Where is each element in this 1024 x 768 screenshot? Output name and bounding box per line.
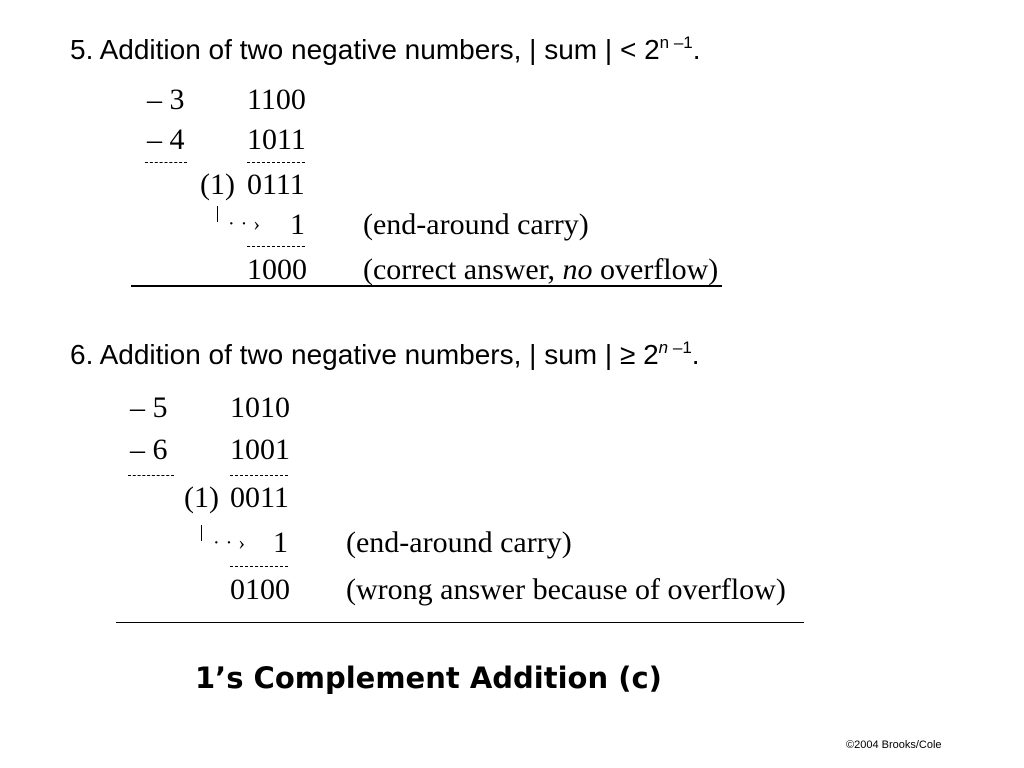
s6-result-rule bbox=[230, 566, 288, 567]
section5-heading-exponent: n –1 bbox=[659, 33, 693, 52]
s5-result-note-end: overflow) bbox=[592, 253, 719, 286]
s6-result-note: (wrong answer because of overflow) bbox=[346, 573, 786, 606]
s6-carry-arrow-tick bbox=[201, 525, 202, 541]
s5-carry-arrow-tick bbox=[217, 206, 218, 222]
s6-operand-b-binary: 1001 bbox=[230, 433, 290, 466]
s6-sum-rule-left bbox=[128, 475, 174, 476]
s6-carry-one: 1 bbox=[273, 526, 288, 559]
section6-heading-period: . bbox=[691, 339, 700, 370]
section5-heading-period: . bbox=[692, 34, 701, 65]
s5-operand-b-binary: 1011 bbox=[247, 123, 306, 156]
s5-result-note-start: (correct answer, bbox=[363, 253, 563, 286]
s6-sum-rule-right bbox=[230, 475, 288, 476]
s5-operand-a-binary: 1100 bbox=[247, 83, 306, 116]
s6-bottom-rule bbox=[116, 622, 804, 623]
s5-carry-arrow-dots: ··› bbox=[228, 213, 266, 235]
s6-operand-a-binary: 1010 bbox=[230, 391, 290, 424]
section6-heading bbox=[70, 338, 700, 370]
s6-operand-a-decimal: – 5 bbox=[130, 391, 168, 424]
s5-operand-b-decimal: – 4 bbox=[147, 123, 185, 156]
section6-heading-exponent-rest: –1 bbox=[668, 338, 692, 357]
s5-partial-sum: 0111 bbox=[247, 168, 305, 201]
s5-result-note bbox=[363, 255, 718, 285]
s6-partial-sum: 0011 bbox=[230, 481, 289, 514]
copyright-notice: ©2004 Brooks/Cole bbox=[846, 739, 942, 751]
s5-result-note-emphasis: no bbox=[562, 253, 593, 286]
s5-bottom-rule bbox=[131, 285, 722, 287]
s6-carry-out: (1) bbox=[184, 481, 219, 514]
s5-carry-note: (end-around carry) bbox=[363, 208, 589, 241]
s6-carry-arrow-dots: ··› bbox=[213, 532, 251, 554]
s6-result-binary: 0100 bbox=[230, 573, 290, 606]
section5-heading bbox=[70, 33, 701, 65]
s6-operand-b-decimal: – 6 bbox=[130, 433, 168, 466]
s5-carry-one: 1 bbox=[290, 208, 305, 241]
slide-caption: 1’s Complement Addition (c) bbox=[195, 661, 662, 695]
s5-sum-rule-right bbox=[247, 162, 305, 163]
s5-result-binary: 1000 bbox=[247, 253, 307, 286]
s5-sum-rule-left bbox=[145, 162, 187, 163]
section6-heading-exponent-n: n bbox=[658, 338, 669, 357]
s5-operand-a-decimal: – 3 bbox=[147, 83, 185, 116]
section6-heading-exponent bbox=[659, 338, 692, 357]
section5-heading-text: 5. Addition of two negative numbers, | sum | < 2 bbox=[70, 34, 660, 65]
s5-result-rule bbox=[247, 246, 305, 247]
s6-carry-note: (end-around carry) bbox=[346, 526, 572, 559]
s5-carry-out: (1) bbox=[200, 168, 235, 201]
section6-heading-text: 6. Addition of two negative numbers, | sum | ≥ 2 bbox=[70, 339, 659, 370]
